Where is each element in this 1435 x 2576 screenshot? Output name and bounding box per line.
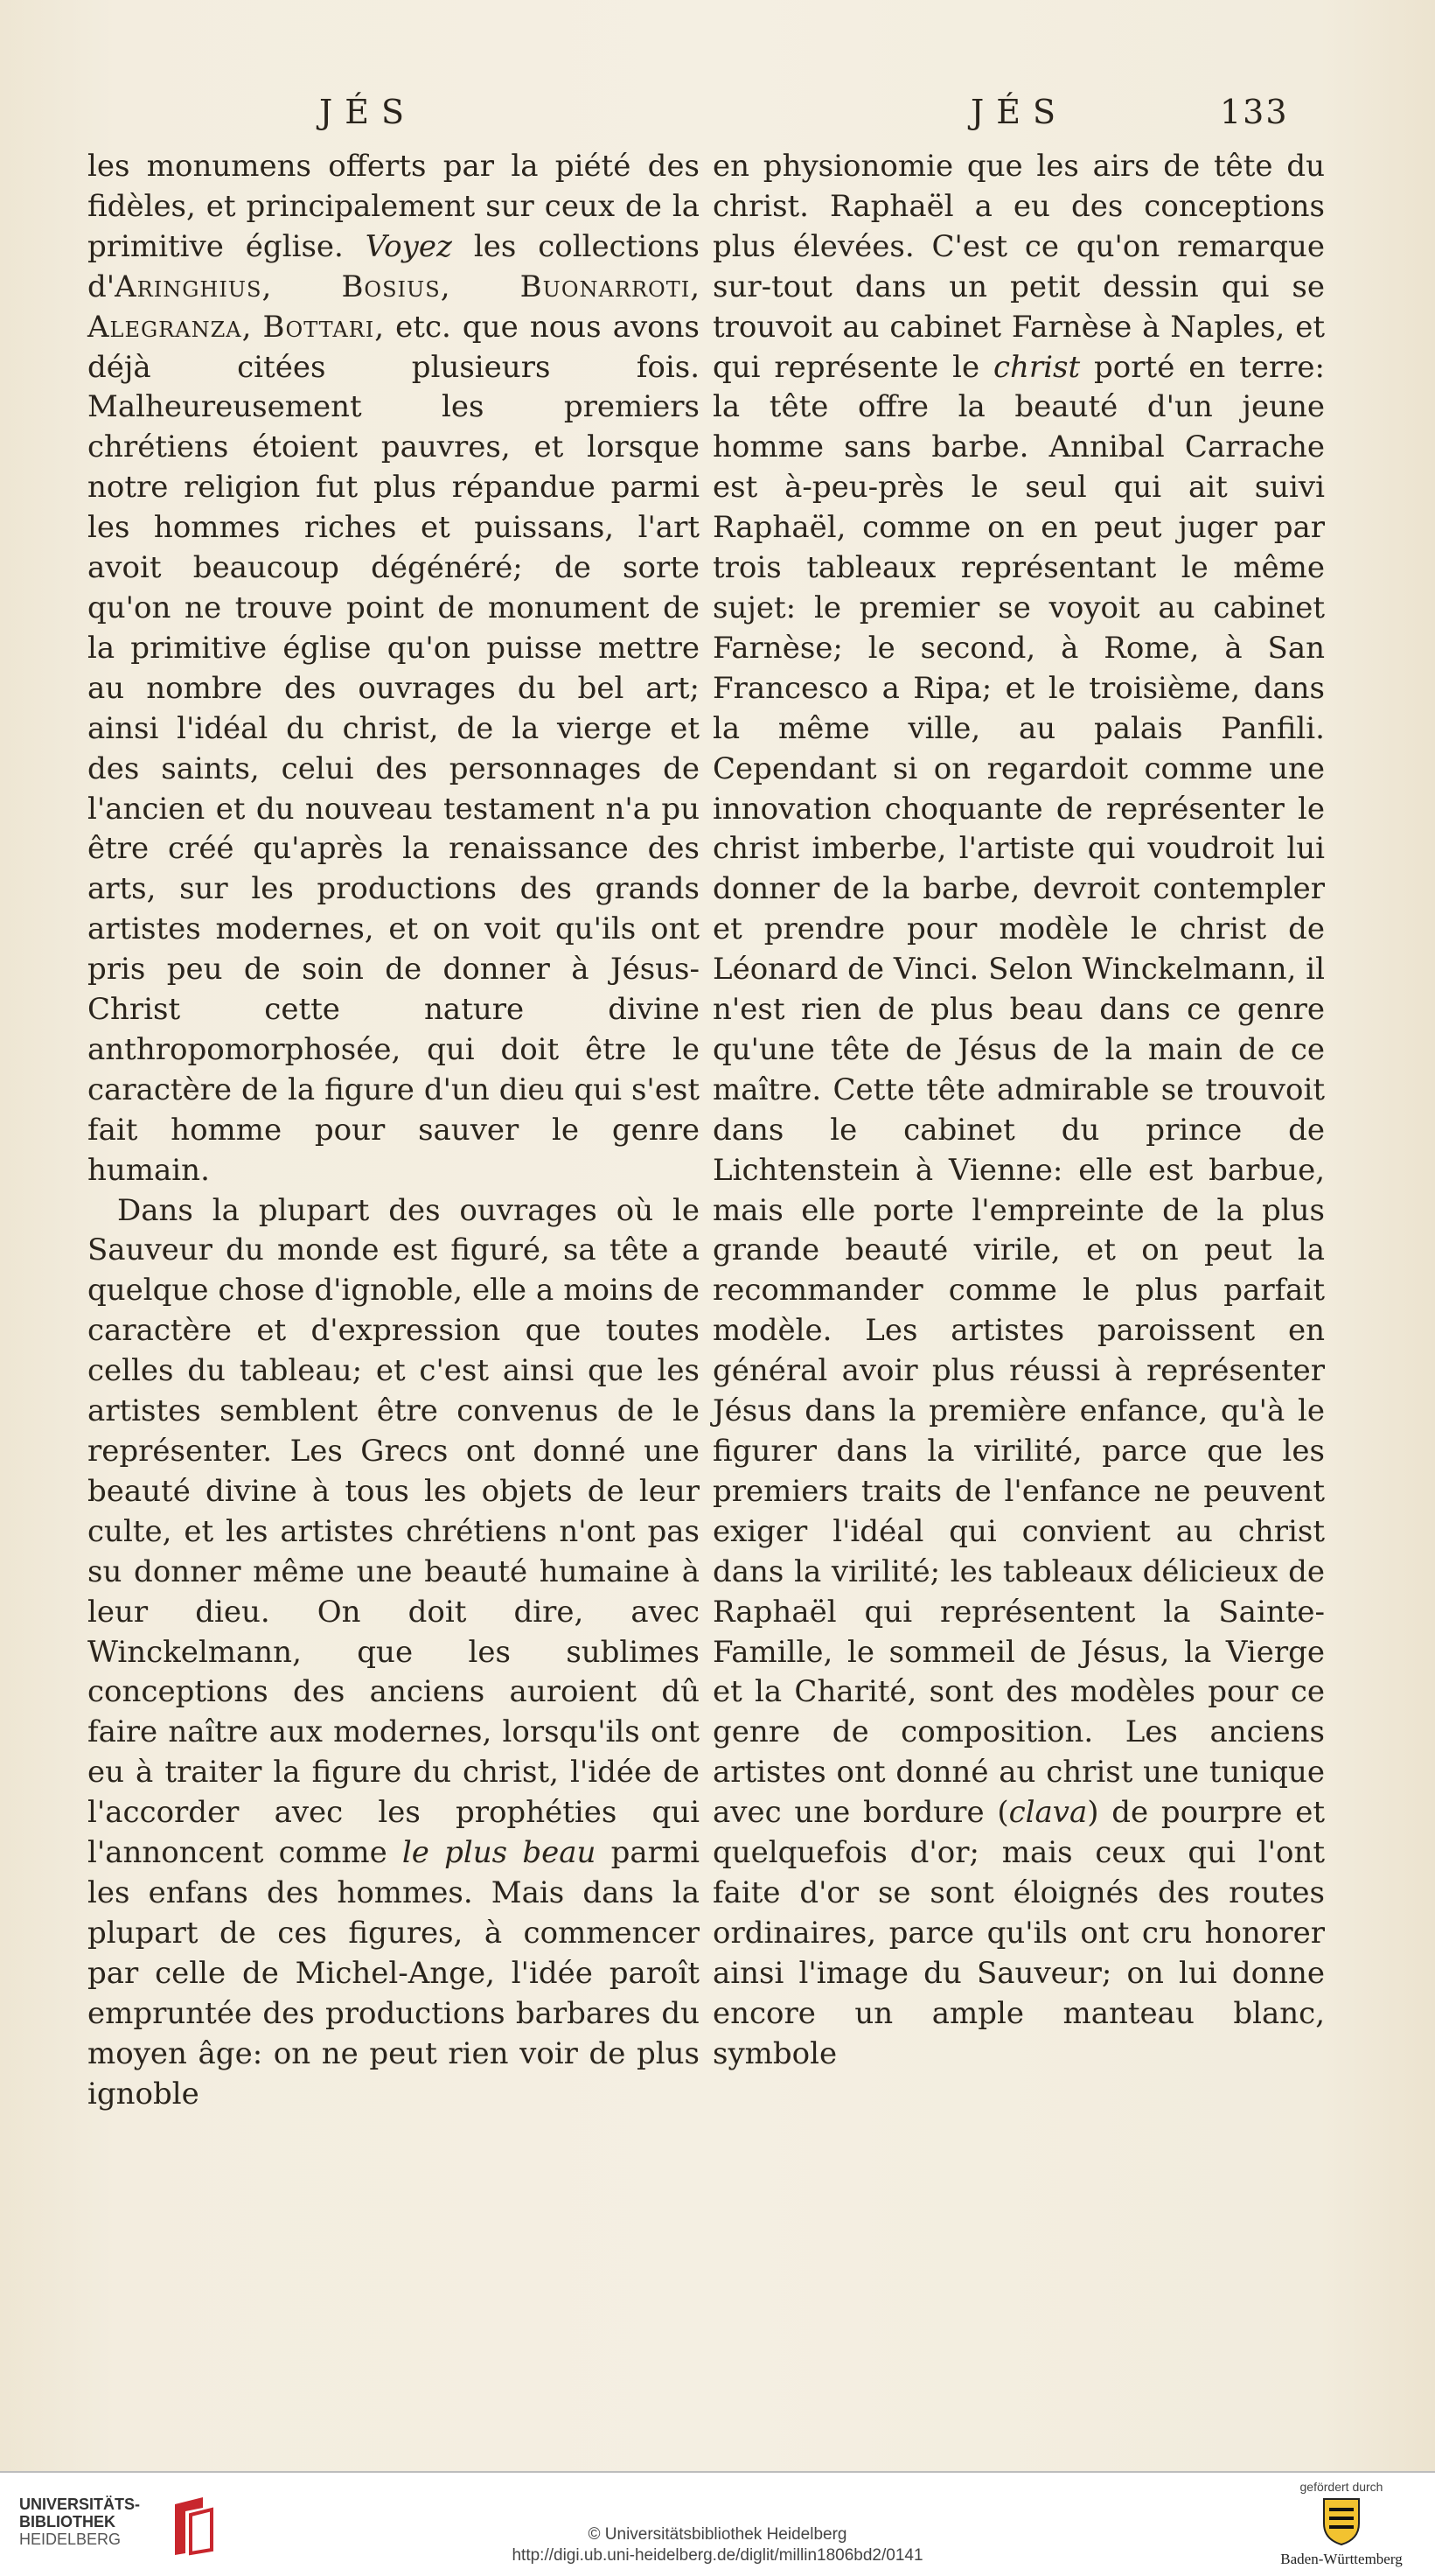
footer-divider <box>0 2471 1435 2473</box>
paragraph: les monumens offerts par la piété des fidèles, et principalement sur ceux de la primitive église. Voyez les collections d'Aringhius, Bosius, Buonarroti, Alegranza, Bottari, etc. que nous avons déjà citées plusieurs fois. Malheureusement les premiers chrétiens étoient pauvres, et lorsque notre religion fut plus répandue parmi les hommes riches et puissans, l'art avoit beaucoup dégénéré; de sorte qu'on ne trouve point de monument de la primitive église qu'on puisse mettre au nombre des ouvrages du bel art; ainsi l'idéal du christ, de la vierge et des saints, celui des personnages de l'ancien et du nouveau testament n'a pu être créé qu'après la renaissance des arts, sur les productions des grands artistes modernes, et on voit qu'ils ont pris peu de soin de donner à Jésus-Christ cette nature divine anthropomorphosée, qui doit être le caractère de la figure d'un dieu qui s'est fait homme pour sauver le genre humain. <box>87 149 700 1188</box>
paragraph: en physionomie que les airs de tête du christ. Raphaël a eu des conceptions plus élevées. C'est ce qu'on remarque sur-tout dans un petit dessin qui se trouvoit au cabinet Farnèse à Naples, et qui représente le christ porté en terre: la tête offre la beauté d'un jeune homme sans barbe. Annibal Carrache est à-peu-près le seul qui ait suivi Raphaël, comme on en peut juger par trois tableaux représentant le même sujet: le premier se voyoit au cabinet Farnèse; le second, à Rome, à San Francesco a Ripa; et le troisième, dans la même ville, au palais Panfili. Cependant si on regardoit comme une innovation choquante de représenter le christ imberbe, l'artiste qui voudroit lui donner de la barbe, devroit contempler et prendre pour modèle le christ de Léonard de Vinci. Selon Winckelmann, il n'est rien de plus beau dans ce genre qu'une tête de Jésus de la main de ce maître. Cette tête admirable se trouvoit dans le cabinet du prince de Lichtenstein à Vienne: elle est barbue, mais elle porte l'empreinte de la plus grande beauté virile, et on peut la recommander comme le plus parfait modèle. Les artistes paroissent en général avoir plus réussi à représenter Jésus dans la première enfance, qu'à le figurer dans la virilité, parce que les premiers traits de l'enfance ne peuvent exiger l'idéal qui convient au christ dans la virilité; les tableaux délicieux de Raphaël qui représentent la Sainte-Famille, le sommeil de Jésus, la Vierge et la Charité, sont des modèles pour ce genre de composition. Les anciens artistes ont donné au christ une tunique avec une bordure (clava) de pourpre et quelquefois d'or; mais ceux qui l'ont faite d'or se sont éloignés des routes ordinaires, parce qu'ils ont cru honorer ainsi l'image du Sauveur; on lui donne encore un ample manteau blanc, symbole <box>713 149 1326 2071</box>
footer-bar <box>0 2471 1435 2576</box>
page-number: 133 <box>1220 93 1289 131</box>
right-column <box>713 147 1325 2075</box>
running-head-right: JÉS <box>971 93 1069 131</box>
paragraph: Dans la plupart des ouvrages où le Sauveur du monde est figuré, sa tête a quelque chose d'ignoble, elle a moins de caractère et d'expression que toutes celles du tableau; et c'est ainsi que les artistes semblent être convenus de le représenter. Les Grecs ont donné une beauté divine à tous les objets de leur culte, et les artistes chrétiens n'ont pas su donner même une beauté humaine à leur dieu. On doit dire, avec Winckelmann, que les sublimes conceptions des anciens auroient dû faire naître aux modernes, lorsqu'ils ont eu à traiter la figure du christ, l'idée de l'accorder avec les prophéties qui l'annoncent comme le plus beau parmi les enfans des hommes. Mais dans la plupart de ces figures, à commencer par celle de Michel-Ange, l'idée paroît empruntée des productions barbares du moyen âge: on ne peut rien voir de plus ignoble <box>87 1192 700 2112</box>
running-head-left: JÉS <box>319 93 417 131</box>
state-coat-of-arms-icon <box>1320 2494 1362 2546</box>
library-logo: UNIVERSITÄTS- BIBLIOTHEK HEIDELBERG <box>19 2496 212 2557</box>
permalink[interactable]: http://digi.ub.uni-heidelberg.de/diglit/millin1806bd2/0141 <box>512 2546 923 2565</box>
funder: gefördert durch Baden-Württemberg <box>1280 2480 1403 2567</box>
left-column <box>87 147 700 2114</box>
copyright: © Universitätsbibliothek Heidelberg <box>588 2525 847 2544</box>
